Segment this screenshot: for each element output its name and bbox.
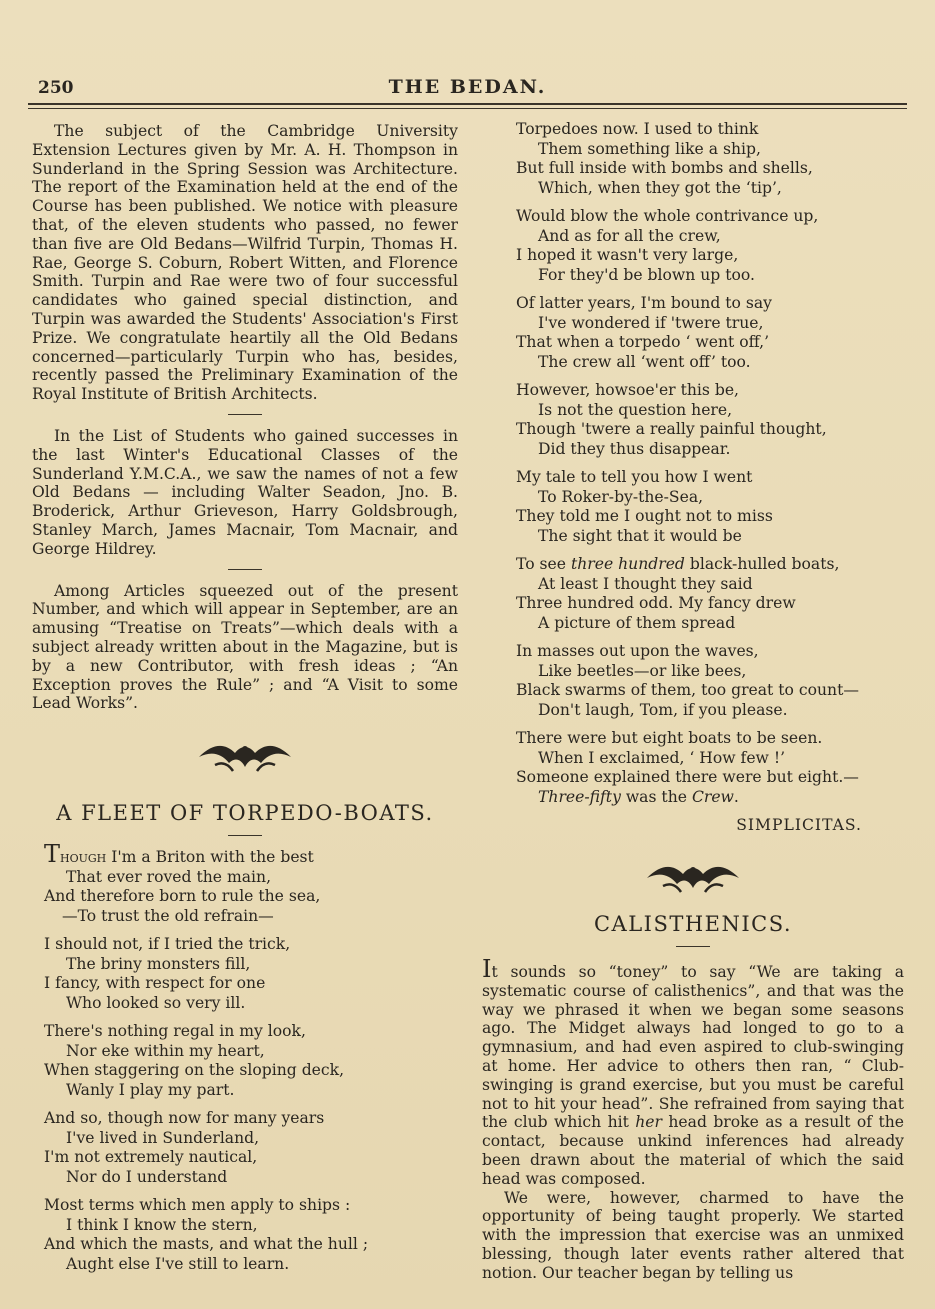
poem-line: Though I'm a Briton with the best — [44, 840, 314, 869]
poem-line: Nor eke within my heart, — [66, 1041, 265, 1060]
poem-line: That ever roved the main, — [66, 867, 272, 886]
poem-line: A picture of them spread — [538, 613, 736, 632]
poem-line: Though 'twere a really painful thought, — [516, 420, 827, 438]
poem-line: And so, though now for many years — [44, 1109, 325, 1128]
news-paragraph: The subject of the Cambridge University Extension Lectures given by Mr. A. H. Thompson in Sunderland in the Spring Session was Architecture. The report of the Examination held at the end of the Course has been published. We notice with pleasure that, of the eleven students who passed, no fewer than five are Old Bedans—Wilfrid Turpin, Thomas H. Rae, George S. Coburn, Robert Witten, and Florence Smith. Turpin and Rae were two of four successful candidates who gained special distinction, and Turpin was awarded the Students' Association's First Prize. We congratulate heartily all the Old Bedans concerned—particularly Turpin who has, besides, recently passed the Preliminary Examination of the Royal Institute of British Architects. — [32, 122, 458, 404]
poem-stanza — [516, 729, 904, 807]
poem-line: And as for all the crew, — [538, 226, 721, 245]
poem-line: Is not the question here, — [538, 400, 733, 419]
poem-line: Which, when they got the ‘tip’, — [538, 178, 782, 197]
separator-rule — [228, 569, 262, 570]
separator-rule — [676, 946, 710, 947]
poem-line: At least I thought they said — [538, 574, 753, 593]
news-paragraph: Among Articles squeezed out of the present Number, and which will appear in September, are an amusing “Treatise on Treats”—which deals with a subject already written about in the Magazine, but is by a new Contributor, with fresh ideas ; “An Exception proves the Rule” ; and “A Visit to some Lead Works”. — [32, 581, 458, 713]
poem-line: However, howsoe'er this be, — [516, 381, 740, 399]
poem-line: Three hundred odd. My fancy drew — [516, 594, 796, 612]
poem-line: The crew all ‘went off’ too. — [538, 352, 751, 371]
poem-line: Most terms which men apply to ships : — [44, 1196, 351, 1215]
poem-line: Someone explained there were but eight.— — [516, 768, 859, 786]
poem-line: That when a torpedo ‘ went off,’ — [516, 333, 770, 351]
poem-line: To Roker-by-the-Sea, — [538, 487, 704, 506]
poem-line: Three-fifty was the Crew. — [538, 787, 739, 806]
poem-line: But full inside with bombs and shells, — [516, 159, 813, 177]
poem-body — [32, 842, 458, 1274]
poem-line: The briny monsters fill, — [66, 954, 251, 973]
poem-line: When I exclaimed, ‘ How few !’ — [538, 748, 786, 767]
left-column — [32, 122, 458, 1283]
poem-stanza — [44, 1022, 458, 1100]
poem-stanza — [516, 120, 904, 198]
poem-line: Black swarms of them, too great to count— — [516, 681, 859, 699]
header-rule — [28, 103, 907, 105]
ornament-icon — [643, 856, 743, 898]
ornament-icon — [195, 735, 295, 777]
poem-line: Who looked so very ill. — [66, 993, 246, 1012]
poem-line: In masses out upon the waves, — [516, 642, 759, 660]
poem-line: Like beetles—or like bees, — [538, 661, 747, 680]
poem-line: When staggering on the sloping deck, — [44, 1061, 345, 1080]
poem-line: And therefore born to rule the sea, — [44, 887, 321, 906]
poem-line: For they'd be blown up too. — [538, 265, 755, 284]
right-column — [482, 120, 904, 1283]
poem-line: Of latter years, I'm bound to say — [516, 294, 772, 312]
poem-line: Wanly I play my part. — [66, 1080, 235, 1099]
poem-line: I've wondered if 'twere true, — [538, 313, 764, 332]
poem-stanza — [44, 935, 458, 1013]
poem-line: I think I know the stern, — [66, 1215, 258, 1234]
page-number: 250 — [38, 78, 74, 98]
poem-line: My tale to tell you how I went — [516, 468, 753, 486]
poem-line: —To trust the old refrain— — [62, 906, 274, 925]
news-paragraph: In the List of Students who gained successes in the last Winter's Educational Classes of the Sunderland Y.M.C.A., we saw the names of not a few Old Bedans — including Walter Seadon, Jno. B. Broderick, Arthur Grieveson, Harry Goldsbrough, Stanley March, James Macnair, Tom Macnair, and George Hildrey. — [32, 426, 458, 558]
separator-rule — [228, 414, 262, 415]
poem-title: A FLEET OF TORPEDO-BOATS. — [56, 801, 434, 826]
poem-line: Don't laugh, Tom, if you please. — [538, 700, 788, 719]
poem-line: Would blow the whole contrivance up, — [516, 207, 819, 225]
poem-stanza — [516, 555, 904, 633]
article-paragraph: It sounds so “toney” to say “We are taking a systematic course of calisthenics”, and that was the way we phrased it when we began some seasons ago. The Midget always had longed to go to a gymnasium, and had even aspired to club-swinging at home. Her advice to others then ran, “ Club-swinging is grand exercise, but you must be careful not to hit your head”. She refrained from saying that the club which hit her head broke as a result of the contact, because unkind inferences had already been drawn about the material of which the said head was composed. — [482, 955, 904, 1188]
running-title: THE BEDAN. — [388, 76, 547, 98]
poem-stanza — [516, 294, 904, 372]
poem-line: I've lived in Sunderland, — [66, 1128, 260, 1147]
poem-line: Torpedoes now. I used to think — [516, 120, 759, 138]
poem-line: There's nothing regal in my look, — [44, 1022, 306, 1041]
poem-stanza — [516, 642, 904, 720]
header-rule-thin — [28, 108, 907, 109]
drop-cap: I — [482, 955, 492, 983]
poem-line: I should not, if I tried the trick, — [44, 935, 291, 954]
poem-stanza — [44, 1109, 458, 1187]
poem-line: The sight that it would be — [538, 526, 742, 545]
poem-signature: SIMPLICITAS. — [736, 816, 862, 834]
poem-line: I fancy, with respect for one — [44, 974, 266, 993]
page-header — [0, 72, 935, 106]
separator-rule — [228, 835, 262, 836]
poem-line: To see three hundred black-hulled boats, — [516, 555, 840, 573]
poem-line: And which the masts, and what the hull ; — [44, 1235, 369, 1254]
poem-stanza — [516, 381, 904, 459]
poem-stanza — [44, 1196, 458, 1274]
poem-line: Them something like a ship, — [538, 139, 761, 158]
poem-line: I'm not extremely nautical, — [44, 1148, 258, 1167]
drop-cap: T — [44, 840, 61, 869]
article-title: CALISTHENICS. — [593, 912, 793, 936]
poem-line: Did they thus disappear. — [538, 439, 731, 458]
article-paragraph: We were, however, charmed to have the opportunity of being taught properly. We started with the impression that exercise was an unmixed blessing, though later events rather altered that notion. Our teacher began by telling us — [482, 1188, 904, 1282]
poem-stanza — [516, 207, 904, 285]
poem-line: There were but eight boats to be seen. — [516, 729, 823, 747]
poem-line: They told me I ought not to miss — [516, 507, 773, 525]
poem-line: Aught else I've still to learn. — [66, 1254, 290, 1273]
poem-line: I hoped it wasn't very large, — [516, 246, 739, 264]
poem-line: Nor do I understand — [66, 1167, 228, 1186]
poem-stanza — [44, 842, 458, 926]
poem-stanza — [516, 468, 904, 546]
